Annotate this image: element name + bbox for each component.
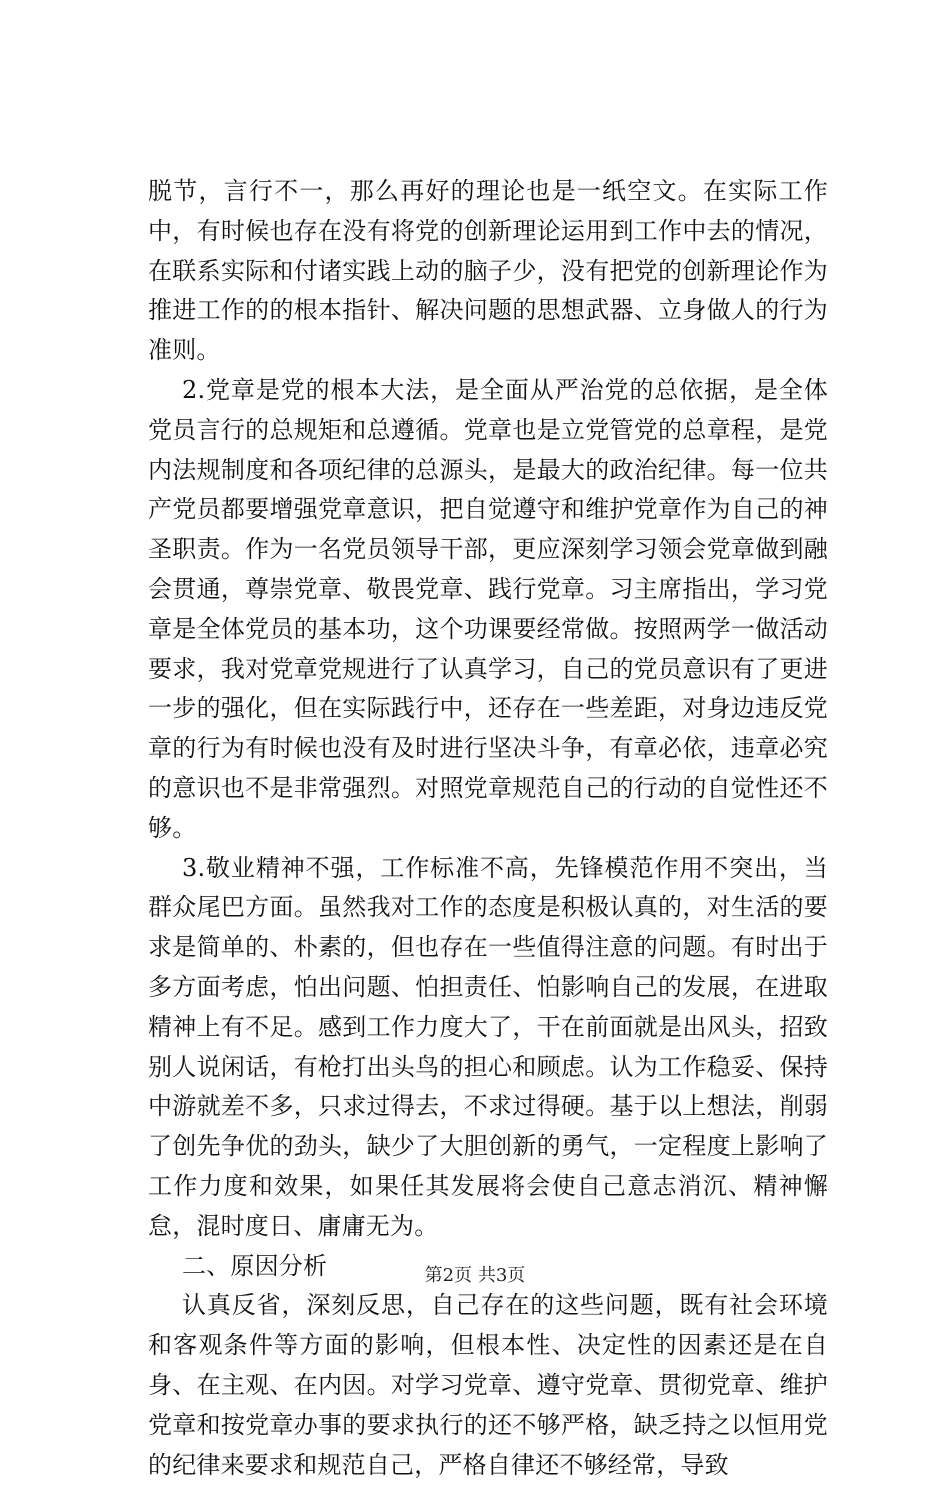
paragraph-reflection: 认真反省，深刻反思，自己存在的这些问题，既有社会环境和客观条件等方面的影响，但根本性、决定性的因素还是在自身、在主观、在内因。对学习党章、遵守党章、贯彻党章、维护党章和按党章办事的要求执行的还不够严格，缺乏持之以恒用党的纪律来要求和规范自己，严格自律还不够经常，导致	[148, 1291, 828, 1479]
document-body	[148, 172, 828, 1485]
page-footer: 第2页 共3页	[424, 1265, 526, 1286]
paragraph-continuation: 脱节，言行不一，那么再好的理论也是一纸空文。在实际工作中，有时候也存在没有将党的创新理论运用到工作中去的情况，在联系实际和付诸实践上动的脑子少，没有把党的创新理论作为推进工作的的根本指针、解决问题的思想武器、立身做人的行为准则。	[148, 177, 828, 365]
paragraph-dedication: 3.敬业精神不强，工作标准不高，先锋模范作用不突出，当群众尾巴方面。虽然我对工作的态度是积极认真的，对生活的要求是简单的、朴素的，但也存在一些值得注意的问题。有时出于多方面考虑，怕出问题、怕担责任、怕影响自己的发展，在进取精神上有不足。感到工作力度大了，干在前面就是出风头，招致别人说闲话，有枪打出头鸟的担心和顾虑。认为工作稳妥、保持中游就差不多，只求过得去，不求过得硬。基于以上想法，削弱了创先争优的劲头，缺少了大胆创新的勇气，一定程度上影响了工作力度和效果，如果任其发展将会使自己意志消沉、精神懈怠，混时度日、庸庸无为。	[148, 853, 828, 1240]
section-heading-cause-analysis: 二、原因分析	[182, 1251, 328, 1280]
paragraph-party-constitution: 2.党章是党的根本大法，是全面从严治党的总依据，是全体党员言行的总规矩和总遵循。党章也是立党管党的总章程，是党内法规制度和各项纪律的总源头，是最大的政治纪律。每一位共产党员都要增强党章意识，把自觉遵守和维护党章作为自己的神圣职责。作为一名党员领导干部，更应深刻学习领会党章做到融会贯通，尊崇党章、敬畏党章、践行党章。习主席指出，学习党章是全体党员的基本功，这个功课要经常做。按照两学一做活动要求，我对党章党规进行了认真学习，自己的党员意识有了更进一步的强化，但在实际践行中，还存在一些差距，对身边违反党章的行为有时候也没有及时进行坚决斗争，有章必依，违章必究的意识也不是非常强烈。对照党章规范自己的行动的自觉性还不够。	[148, 375, 828, 842]
